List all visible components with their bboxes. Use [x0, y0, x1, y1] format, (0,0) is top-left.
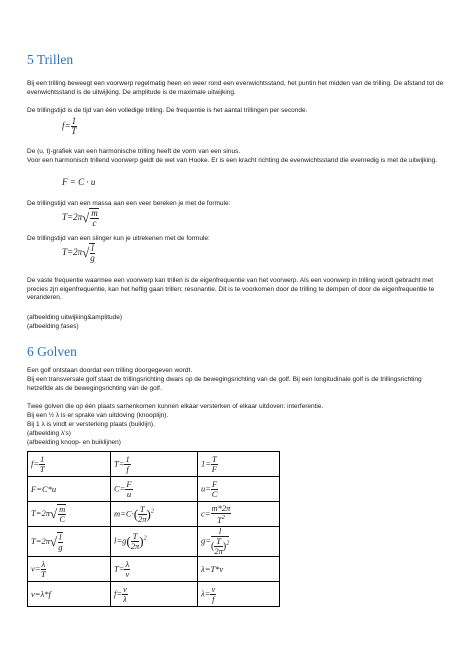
section-5-heading: 5 Trillen: [27, 52, 74, 67]
formula-pendulum: T=2π√ $\frac{l}{g}$: [62, 243, 95, 263]
table-cell: T=2π√ $\frac{m}{C}$: [28, 502, 111, 527]
paragraph: De trillingstijd van een massa aan een veer bereken je met de formule:: [27, 200, 231, 207]
image-placeholder: (afbeelding knoop- en buiklijnen): [27, 439, 121, 446]
formula-f-equals-1-over-t: f= $\frac{1}{T}$: [62, 116, 77, 136]
formula-mass-spring: T=2π√ $\frac{m}{c}$: [62, 208, 98, 228]
table-cell: λ= $\frac{v}{f}$: [198, 582, 280, 607]
table-cell: l=g( $\frac{T}{2\pi}$ )$^2$: [111, 527, 198, 557]
table-cell: T= $\frac{\lambda}{v}$: [111, 557, 198, 582]
table-cell: m=C·( $\frac{T}{2\pi}$ )$^2$: [111, 502, 198, 527]
paragraph: De vaste frequentie waarmee een voorwerp kan trillen is de eigenfrequentie van het voorwerp. Als een voorwerp in trilling wordt gebracht met precies zjn eigenfrequentie, kan het heftig gaan trillen: resonantie. Dit is te voorkomen door de trilling te dempen of door de eigenfrequentie te veranderen.: [27, 277, 435, 302]
table-cell: C= $\frac{F}{u}$: [111, 477, 198, 502]
paragraph: Bij 1 λ is vindt er versterking plaats (buiklijn).: [27, 421, 155, 428]
table-cell: g= l ( $\frac{T}{2\pi}$ )$^2$: [198, 527, 280, 557]
table-cell: f= $\frac{v}{\lambda}$: [111, 582, 198, 607]
image-placeholder: (afbeelding uitwijking&amplitude): [27, 314, 123, 321]
formula-table: [27, 451, 280, 607]
image-placeholder: (afbeelding λ's): [27, 430, 71, 437]
table-cell: f= $\frac{1}{T}$: [28, 452, 111, 477]
table-row: [28, 527, 280, 557]
paragraph: De (u, t)-grafiek van een harmonische trilling heeft de vorm van een sinus.: [27, 148, 241, 155]
formula-hooke: F = C · u: [62, 177, 96, 187]
table-cell: c= $\frac{m*2\pi}{T^2}$: [198, 502, 280, 527]
paragraph: Bij een ½ λ is er sprake van uitdoving (knooplijn).: [27, 412, 169, 419]
paragraph: Voor een harmonisch trillend voorwerp geldt de wet van Hooke. Er is een kracht richting de evenwichtsstand die evenredig is met de uitwijking.: [27, 157, 438, 164]
table-cell: v=λ*f: [28, 582, 111, 607]
paragraph: De trillingstijd van een slinger kun je uitrekenen met de formule:: [27, 235, 210, 242]
table-cell: F=C*u: [28, 477, 111, 502]
table-cell: u= $\frac{F}{C}$: [198, 477, 280, 502]
table-row: [28, 502, 280, 527]
table-row: [28, 582, 280, 607]
paragraph: Bij een transversale golf staat de trillingsrichting dwars op de bewegingsrichting van de golf. Bij een longitudinale golf is de trillingsrichting hetzelfde als de bewegingsrichting van de golf.: [27, 376, 422, 392]
paragraph: Een golf ontstaan doordat een trilling doorgegeven wordt.: [27, 367, 193, 374]
table-row: [28, 477, 280, 502]
paragraph: Bij een trilling beweegt een voorwerp regelmatig heen en weer rond een evenwichtsstand, het puntin het midden van de trilling. De afstand tot de evenwichtsstand is de uitwijking. De amplitude is de maximale uitwijking.: [27, 80, 444, 96]
table-cell: v= $\frac{\lambda}{T}$: [28, 557, 111, 582]
table-cell: 1= $\frac{T}{F}$: [198, 452, 280, 477]
table-row: [28, 557, 280, 582]
table-cell: T= $\frac{1}{f}$: [111, 452, 198, 477]
table-cell: T=2π√ $\frac{l}{g}$: [28, 527, 111, 557]
table-row: [28, 452, 280, 477]
paragraph: Twee golven die op één plaats samenkomen kunnen elkaar versterken of elkaar uitdoven: interferentie.: [27, 403, 324, 410]
table-cell: λ=T*v: [198, 557, 280, 582]
image-placeholder: (afbeelding fases): [27, 323, 79, 330]
section-6-heading: 6 Golven: [27, 344, 77, 359]
paragraph: De trillingstijd is de tijd van één volledige trilling. De frequentie is het aantal trillingen per seconde.: [27, 107, 308, 114]
